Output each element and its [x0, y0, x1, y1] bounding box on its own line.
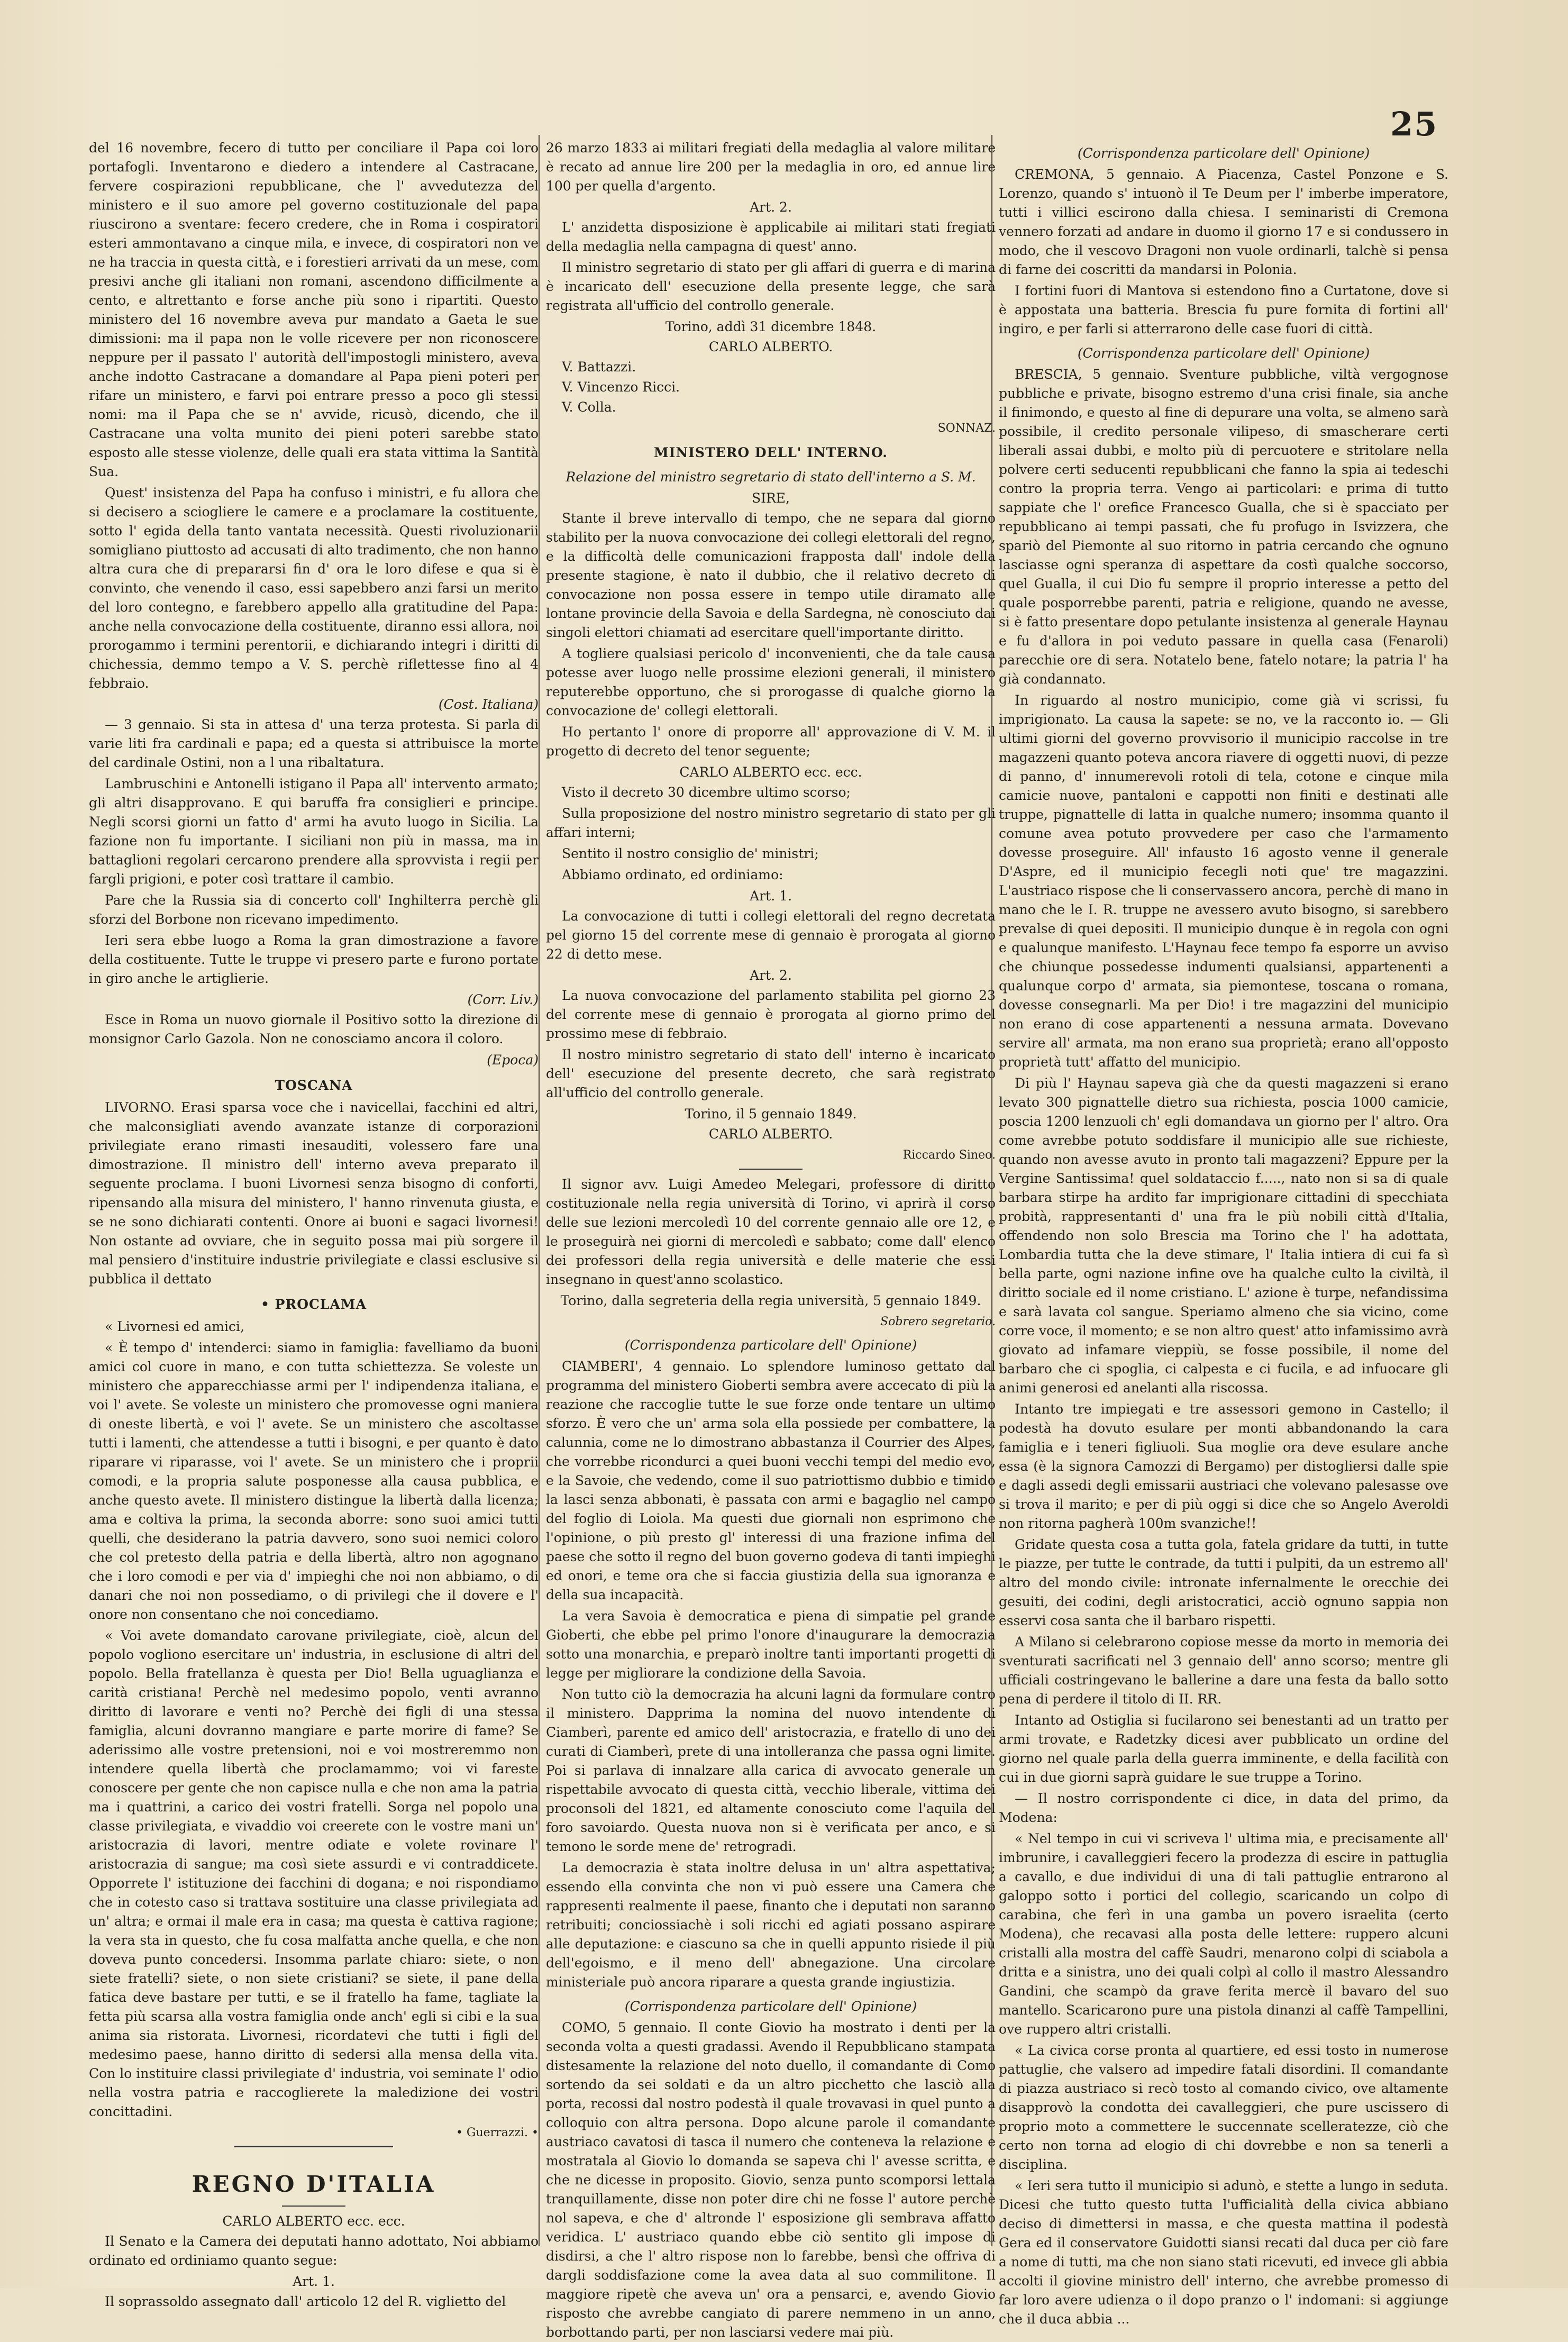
article-paragraph: In riguardo al nostro municipio, come già vi scrissi, fu imprigionato. La causa la sapete: se no, ve la racconto io. — Gli ultimi giorni del governo provvisorio il municipio raccolse in tre magazzeni quanto poteva ancora riavere di oggetti nuovi, di pezze di panno, d' innumerevoli rotoli di tela, cotone e cinque mila camicie nuove, pantaloni e cappotti non finiti e destinati alle truppe, pignattelle di latta in qualche numero; insomma quanto il comune avea potuto provvedere per caso che l'armamento dovesse proseguire. All' infausto 16 agosto venne il generale D'Aspre, ed il municipio fecegli noti que' tre magazzini. L'austriaco rispose che li conservassero ancora, perchè di mano in mano che le I. R. truppe ne avessero avuto bisogno, si sarebbero prevalse di quei depositi. Il municipio dunque è in regola con ogni e qualunque manifesto. L'Haynau fece tempo fa esporre un avviso che chiunque possedesse indumenti qualsiansi, appartenenti a qualunque corpo d' armata, sia piemontese, toscana o romana, dovesse consegnarli. Ma per Dio! i tre magazzini del municipio non erano di cose appartenenti a nessuna armata. Dovevano servire all' armata, ma non erano sua proprietà; erano all'opposto proprietà tutt' affatto del municipio. — [999, 692, 1448, 1070]
article-paragraph: A togliere qualsiasi pericolo d' inconvenienti, che da tale causa potesse aver luogo nelle prossime elezioni generali, il ministero reputerebbe opportuno, che si prorogasse di qualche giorno la convocazione de' collegi elettorali. — [546, 645, 996, 718]
salutation: SIRE, — [751, 490, 790, 506]
correspondence-label: (Corrispondenza particolare dell' Opinione) — [1077, 345, 1370, 361]
article-paragraph: Il signor avv. Luigi Amedeo Melegari, professore di diritto costituzionale nella regia università di Torino, vi aprirà il corso delle sue lezioni mercoledì 10 del corrente gennaio alle ore 12, e le proseguirà nei giorni di mercoledì e sabbato; come dall' elenco dei professori della regia università e delle materie che essi insegnano in quest'anno scolastico. — [546, 1177, 996, 1288]
article-paragraph: Ieri sera ebbe luogo a Roma la gran dimostrazione a favore della costituente. Tutte le truppe vi presero parte e furono portate in giro anche le artiglierie. — [89, 933, 539, 986]
article-paragraph: del 16 novembre, fecero di tutto per conciliare il Papa coi loro portafogli. Inventarono e diedero a intendere al Castracane, fervere cospirazioni repubblicane, che l' avvedutezza del ministero e il suo amore pel governo costituzionale del papa riuscirono a sventare: fecero credere, che in Roma i cospiratori esteri ammontavano a cinque mila, e invece, di cospiratori non ve ne ha traccia in questa città, e i forestieri arrivati da un mese, com presivi anche gli italiani non romani, ascendono difficilmente a cento, e altrettanto e forse anche più sono i ripartiti. Questo ministero del 16 novembre aveva pur mandato a Gaeta le sue dimissioni: ma il papa non le volle ricevere per non riconoscere neppure per il passato l' autorità dell'impostogli ministero, aveva anche indotto Castracane a domandare al Papa pieni poteri per rifare un ministero, e farvi poi entrare presso a poco gli stessi nomi: ma il Papa che se n' avvide, ricusò, dicendo, che il Castracane una volta munito dei pieni poteri sarebbe stato esposto alle stesse violenze, delle quali era stata vittima la Santità Sua. — [89, 140, 539, 479]
article-paragraph: « Livornesi ed amici, — [105, 1319, 244, 1334]
column-left — [89, 139, 539, 2310]
section-rule — [739, 1169, 803, 1170]
article-paragraph: Intanto ad Ostiglia si fucilarono sei benestanti ad un tratto per armi trovate, e Radetzky dicesi aver pubblicato un ordine del giorno nel quale parla della guerra imminente, e della facilità con cui in due giorni saprà guidare le sue truppe a Torino. — [999, 1712, 1448, 1785]
article-paragraph: « La civica corse pronta al quartiere, ed essi tosto in numerose pattuglie, che valsero ad impedire fatali disordini. Il comandante di piazza austriaco si recò tosto al comando civico, ove altamente disapprovò la condotta dei cavalleggieri, che pure uscissero di proprio moto a commettere le succennate scelleratezze, ciò che certo non torna ad elogio di chi dovrebbe e non sa tenerli a disciplina. — [999, 2043, 1448, 2172]
article-paragraph: Intanto tre impiegati e tre assessori gemono in Castello; il podestà ha dovuto esulare per monti abbandonando la cara famiglia e i teneri figliuoli. Sua moglie ora deve esulare anche essa (è la signora Camozzi di Bergamo) per distogliersi dalle spie e dagli assedi degli emissarii austriaci che volevano palesasse ove si trova il marito; e per di più oggi si dice che so Angelo Averoldi non ritorna pagherà 100m svanziche!! — [999, 1401, 1448, 1531]
article-paragraph: « Ieri sera tutto il municipio si adunò, e stette a lungo in seduta. Dicesi che tutto questo tutta l'ufficialità della civica abbiano deciso di dimettersi in massa, e che questa mattina il podestà Gera ed il conservatore Guidotti siansi recati dal duca per ciò fare a nome di tutti, ma che non siano stati ricevuti, ed invece gli abbia accolti il giovine ministro dell' interno, che avrebbe promesso di far loro avere udienza o il dopo pranzo o l' indomani: si aggiunge che il duca abbia ... — [999, 2178, 1448, 2327]
page-number: 25 — [1390, 105, 1438, 143]
countersign: V. Battazzi. — [562, 359, 636, 375]
article-paragraph: Di più l' Haynau sapeva già che da questi magazzeni si erano levato 300 pignattelle dietro sua richiesta, poscia 1000 camicie, poscia 1200 lenzuoli ch' egli domandava un giorno per l' altro. Ora come avrebbe potuto soddisfare il municipio alle sue richieste, quando non avesse avuto in pronto tali magazzeni? Eppure per la Vergine Santissima! quel soldataccio f....., nato non si sa di quale barbara stirpe ha ardito far imprigionare cittadini di specchiata probità, rappresentanti d' una fra le più nobili città d'Italia, offendendo non solo Brescia ma Torino che l' ha adottata, Lombardia tutta che la deve stimare, l' Italia intiera di cui fa sì bella parte, ogni nazione infine ove ha qualche culto la civiltà, il diritto sociale ed il nome cristiano. L' azione è turpe, nefandissima e sarà lavata col sangue. Speriamo almeno che sia vicino, come corre voce, il momento; e se non altro quest' atto infamissimo avrà giovato ad infamare vieppiù, se fosse possibile, il nome del barbaro che ci spoglia, ci calpesta e ci fucila, e ad infuocare gli animi generosi ed anelanti alla riscossa. — [999, 1076, 1448, 1396]
article-paragraph: Non tutto ciò la democrazia ha alcuni lagni da formulare contro il ministero. Dapprima la nomina del nuovo intendente di Ciamberì, parente ed amico dell' aristocrazia, e fratello di uno dei curati di Ciamberì, prete di una intolleranza che passa ogni limite. Poi si parlava di innalzare alla carica di avvocato generale un rispettabile avvocato di questa città, vecchio liberale, vittima dei proconsoli del 1821, ed altamente conosciuto come l'aquila del foro savoiardo. Questa nuova non si è verificata per anco, e si temono le sorde mene de' retrogradi. — [546, 1687, 996, 1855]
article-paragraph: — Il nostro corrispondente ci dice, in data del primo, da Modena: — [999, 1791, 1448, 1825]
article-paragraph: Il soprassoldo assegnato dall' articolo 12 del R. viglietto del — [105, 2294, 506, 2310]
section-heading-regno: REGNO D'ITALIA — [192, 2171, 436, 2197]
article-paragraph: LIVORNO. Erasi sparsa voce che i navicellai, facchini ed altri, che malconsigliati avendo avanzate istanze di corporazioni privilegiate erano rimasti inesauditi, volessero fare una dimostrazione. Il ministro dell' interno aveva preparato il seguente proclama. I buoni Livornesi senza bisogno di conforti, ripensando alla misura del ministero, l' hanno rinvenuta giusta, e se ne sono dichiarati contenti. Onore ai buoni e sagaci livornesi! Non ostante ad ovviare, che in seguito possa mai più sorgere il mal pensiero d'instituire industrie privilegiate e classi esclusive si pubblica il dettato — [89, 1100, 539, 1287]
section-rule — [282, 2206, 345, 2207]
article-paragraph: La democrazia è stata inoltre delusa in un' altra aspettativa; essendo ella convinta che non vi può essere una Camera che rappresenti realmente il paese, finanto che i deputati non saranno retribuiti; conciossiachè i soli ricchi ed agiati possano aspirare alle deputazione: e ciascuno sa che in quelli appunto risiede il più dell'egoismo, e il meno dell' abnegazione. Una circolare ministeriale può ancora riparare a questa grande ingiustizia. — [546, 1860, 996, 1990]
article-paragraph: CREMONA, 5 gennaio. A Piacenza, Castel Ponzone e S. Lorenzo, quando s' intuonò il Te Deum per l' imberbe imperatore, tutti i villici escirono dalla chiesa. I seminaristi di Cremona vennero forzati ad andare in duomo il giorno 17 e si condussero in modo, che il vescovo Dragoni non vuole ordinarli, talchè si pensa di farne dei coscritti da mandarsi in Polonia. — [999, 167, 1448, 277]
correspondence-label: (Corrispondenza particolare dell' Opinione) — [624, 1999, 917, 2015]
source-credit: (Cost. Italiana) — [438, 697, 539, 712]
decree-header: CARLO ALBERTO ecc. ecc. — [679, 764, 862, 780]
column-middle — [546, 139, 996, 2340]
article-paragraph: CIAMBERI', 4 gennaio. Lo splendore luminoso gettato dal programma del ministero Gioberti sembra avere accecato di più la reazione che raccoglie tutte le sue forze onde tentare un ultimo sforzo. È vero che un' arma sola ella possiede per combattere, la calunnia, come ne lo dimostrano abbastanza il Courrier des Alpes, che vorrebbe ricondurci a quei buoni vecchi tempi del medio evo, e la Savoie, che vedendo, come il suo patriottismo dubbio e timido la lasci senza abbonati, è passata con armi e bagaglio nel campo del foglio di Loiola. Ma questi due giornali non esprimono che l'opinione, o più presto gl' interessi di una frazione infima del paese che sotto il regno del buon governo godeva di tanti impieghi ed onori, e teme ora che si faccia giustizia della sua ignoranza e della sua incapacità. — [546, 1359, 996, 1603]
article-paragraph: Pare che la Russia sia di concerto coll' Inghilterra perchè gli sforzi del Borbone non ricevano impedimento. — [89, 892, 539, 927]
article-paragraph: Stante il breve intervallo di tempo, che ne separa dal giorno stabilito per la nuova convocazione dei collegi elettorali del regno, e la difficoltà delle comunicazioni frapposta dall' indole della presente stagione, è nato il dubbio, che il relativo decreto di convocazione non possa essere in tempo utile diramato alle lontane provincie della Savoia e della Sardegna, nè conosciuto dai singoli elettori chiamati ad esercitare quell'importante diritto. — [546, 510, 996, 640]
countersign: V. Vincenzo Ricci. — [562, 379, 680, 395]
article-paragraph: La convocazione di tutti i collegi elettorali del regno decretata pel giorno 15 del corrente mese di gennaio è prorogata al giorno 22 di detto mese. — [546, 908, 996, 962]
article-paragraph: Il Senato e la Camera dei deputati hanno adottato, Noi abbiamo ordinato ed ordiniamo quanto segue: — [89, 2234, 539, 2268]
signature: Riccardo Sineo. — [902, 1148, 996, 1162]
article-paragraph: Sentito il nostro consiglio de' ministri; — [562, 845, 819, 861]
article-paragraph: BRESCIA, 5 gennaio. Sventure pubbliche, viltà vergognose pubbliche e private, bisogno estremo d'una crisi finale, sia anche il finimondo, e questo al fine di depurare una volta, se almeno sarà possibile, il credito personale vilipeso, di smascherare certi liberali assai dubbi, e molto più di percuotere e stritolare nella polvere certi seducenti repubblicani che fanno la spia ai tedeschi contro la propria terra. Vengo ai particolari: e prima di tutto sappiate che l' orefice Francesco Gualla, che si è spacciato per repubblicano ai tempi passati, che fu profugo in Isvizzera, che spariò del Piemonte al suo ritorno in patria cercando che ognuno lasciasse ogni speranza di aspettare da costì qualche soccorso, quel Gualla, il cui Dio fu sempre il proprio interesse a petto del quale posporrebbe parenti, patria e religione, quando ne avesse, si è fatto presentare dopo petulante insistenza al generale Haynau e fu d'allora in poi veduto passare in quella casa (Fenaroli) parecchie ore di sera. Notatelo bene, fatelo notare; la patria l' ha già condannato. — [999, 367, 1448, 687]
countersign: V. Colla. — [562, 399, 616, 415]
article-paragraph: Gridate questa cosa a tutta gola, fatela gridare da tutti, in tutte le piazze, per tutte le contrade, da tutti i pulpiti, da un estremo all' altro del mondo civile: intronate infernalmente le orecchie dei gesuiti, dei codini, degli aristocratici, acciò ognuno sappia non esservi cosa santa che il barbaro rispetti. — [999, 1537, 1448, 1628]
column-divider — [539, 135, 540, 2246]
article-paragraph: « Nel tempo in cui vi scriveva l' ultima mia, e precisamente all' imbrunire, i cavalleggieri fecero la prodezza di escire in pattuglia a cavallo, e due individui di una di tali pattuglie entrarono al galoppo sotto i portici del collegio, scaricando un colpo di carabina, che ferì in una gamba un povero israelita (certo Modena), che recavasi alla posta delle lettere: ruppero alcuni cristalli alla mostra del caffè Saudri, menarono colpi di sciabola a dritta e a sinistra, uno dei quali colpì al collo il mastro Alessandro Gandini, che scampò da grave ferita mercè il bavaro del suo mantello. Scaricarono pure una pistola dinanzi al caffè Tampellini, ove ruppero altri cristalli. — [999, 1831, 1448, 2037]
signature: SONNAZ. — [937, 422, 996, 435]
decree-signature: CARLO ALBERTO. — [708, 339, 833, 354]
article-paragraph: COMO, 5 gennaio. Il conte Giovio ha mostrato i denti per la seconda volta a questi gradassi. Avendo il Repubblicano stampata distesamente la relazione del noto duello, il comandante di Como sortendo da sei soldati e da un altro picchetto che lasciò alla porta, recossi dal nostro podestà il quale trovavasi in quel punto a colloquio con altra persona. Dopo alcune parole il comandante austriaco cavatosi di tasca il numero che conteneva la relazione e mostratala al Giovio lo domanda se sapeva chi l' avesse scritta, e che ne dicesse in proposito. Giovio, senza punto scomporsi lettala tranquillamente, disse non poter dire chi ne fosse l' autore perchè nol sapeva, e che d' altronde l' esposizione gli sembrava affatto veridica. L' austriaco quando ebbe ciò sentito gli impose di disdirsi, a che l' altro rispose non lo farebbe, bensì che offriva di dargli soddisfazione come la avea data al suo commilitone. Il maggiore ripetè che aveva un' ora a pensarci, e, avendo Giovio risposto che avrebbe cangiato di parere nemmeno in un anno, borbottando parti, per non lasciarsi vedere mai più. — [546, 2020, 996, 2340]
article-number: Art. 2. — [750, 199, 792, 215]
article-paragraph: I fortini fuori di Mantova si estendono fino a Curtatone, dove si è appostata una batteria. Brescia fu pure fornita di fortini all' ingiro, e per farli si atterrarono delle case fuori di città. — [999, 283, 1448, 336]
article-paragraph: Quest' insistenza del Papa ha confuso i ministri, e fu allora che si decisero a sciogliere le camere e a proclamare la costituente, sotto l' egida della tanto vantata necessità. Questi rivoluzionarii somigliano piuttosto ad accusati di alto tradimento, che non hanno altra cura che di prepararsi fin d' ora le loro difese e qua si è convinto, che venendo il caso, essi sapebbero anzi farsi un merito del loro contegno, e farebbero appello alla gratitudine del Papa: anche nella convocazione della costituente, diranno essi allora, noi prorogammo i termini perentorii, e dichiarando integri i diritti di chichessia, demmo tempo a V. S. perchè riflettesse fino al 4 febbraio. — [89, 485, 539, 691]
article-paragraph: Il ministro segretario di stato per gli affari di guerra e di marina è incaricato dell' esecuzione della presente legge, che sarà registrata all'ufficio del controllo generale. — [546, 260, 996, 313]
article-paragraph: La vera Savoia è democratica e piena di simpatie pel grande Gioberti, che ebbe pel primo l'onore d'inaugurare la democrazia sotto una monarchia, e preparò inoltre tanti importanti progetti di legge per migliorare la condizione della Savoia. — [546, 1608, 996, 1681]
signature: Sobrero segretario. — [880, 1315, 996, 1329]
article-paragraph: L' anzidetta disposizione è applicabile ai militari stati fregiati della medaglia nella campagna di quest' anno. — [546, 220, 996, 254]
decree-header: CARLO ALBERTO ecc. ecc. — [222, 2213, 405, 2229]
article-paragraph: La nuova convocazione del parlamento stabilita pel giorno 23 del corrente mese di gennaio è prorogata al giorno primo del prossimo mese di febbraio. — [546, 987, 996, 1041]
article-paragraph: A Milano si celebrarono copiose messe da morto in memoria dei sventurati sacrificati nel 3 gennaio dell' anno scorso; mentre gli ufficiali costringevano le ballerine a dare una festa da ballo sotto pena di perdere il titolo di II. RR. — [999, 1634, 1448, 1707]
article-paragraph: Ho pertanto l' onore di proporre all' approvazione di V. M. il progetto di decreto del tenor seguente; — [546, 724, 996, 759]
article-number: Art. 1. — [750, 888, 792, 904]
article-paragraph: Abbiamo ordinato, ed ordiniamo: — [562, 867, 783, 882]
article-paragraph: « Voi avete domandato carovane privilegiate, cioè, alcun del popolo vogliono esercitare un' industria, in esclusione di altri del popolo. Bella fratellanza è questa per Dio! Bella uguaglianza e carità cristiana! Perchè nel medesimo popolo, venti avranno diritto di lavorare e venti no? Perchè dei figli di una stessa famiglia, alcuni dovranno mangiare e parte morire di fame? Se aderissimo alle vostre pretensioni, noi e voi mostreremmo non intendere quella libertà che proclamammo; voi vi fareste conoscere per gente che non capisce nulla e che non ama la patria ma i quattrini, a carico dei vostri fratelli. Sorga nel popolo una classe privilegiata, e vivaddio voi creerete con le vostre mani un' aristocrazia di lavori, mentre odiate e volete rovinare l' aristocrazia di sangue; ma così siete assurdi e vi contraddicete. Opporrete l' istituzione dei facchini di dogana; e noi rispondiamo che in cotesto caso si trattava sostituire una classe privilegiata ad un' altra; e ormai il male era in casa; ma questa è cattiva ragione; la vera sta in questo, che fu cosa malfatta anche quella, e che non doveva punto concedersi. Insomma parlate chiaro: siete, o non siete fratelli? siete, o non siete cristiani? se siete, il pane della fatica deve bastare per tutti, e se il fratello ha fame, tagliate la fetta più scarsa alla vostra famiglia onde anch' egli si cibi e la sua anima sia ristorata. Livornesi, ricordatevi che tutti i figli del medesimo paese, hanno diritto di sedersi alla mensa della vita. Con lo instituire classi privilegiate d' industria, voi seminate l' odio nella vostra patria e raccoglierete la maledizione dei vostri concittadini. — [89, 1628, 539, 2119]
column-right — [999, 139, 1448, 2327]
correspondence-label: (Corrispondenza particolare dell' Opinione) — [1077, 145, 1370, 161]
article-paragraph: Lambruschini e Antonelli istigano il Papa all' intervento armato; gli altri disapprovano. E qui baruffa fra consiglieri e principe. Negli scorsi giorni un fatto d' armi ha avuto luogo in Sicilia. La fazione non fu importante. I siciliani non più in massa, ma in battaglioni regolari cercarono prendere alla sprovvista i regii per fargli prigioni, e poter così trattare il cambio. — [89, 776, 539, 887]
article-paragraph: Esce in Roma un nuovo giornale il Positivo sotto la direzione di monsignor Carlo Gazola. Non ne conosciamo ancora il coloro. — [89, 1012, 539, 1046]
decree-date: Torino, il 5 gennaio 1849. — [685, 1106, 857, 1122]
relazione-title: Relazione del ministro segretario di stato dell'interno a S. M. — [566, 469, 976, 485]
article-paragraph: — 3 gennaio. Si sta in attesa d' una terza protesta. Si parla di varie liti fra cardinali e papa; ed a questa si attribuisce la morte del cardinale Ostini, non a l una ribaltatura. — [89, 717, 539, 770]
proclama-heading: • PROCLAMA — [261, 1297, 367, 1312]
article-number: Art. 2. — [750, 967, 792, 983]
section-heading-toscana: TOSCANA — [275, 1078, 353, 1093]
source-credit: (Corr. Liv.) — [467, 992, 539, 1007]
article-paragraph: Sulla proposizione del nostro ministro segretario di stato per gli affari interni; — [546, 805, 996, 840]
source-credit: (Epoca) — [487, 1052, 539, 1068]
decree-signature: CARLO ALBERTO. — [708, 1126, 833, 1142]
article-paragraph: Visto il decreto 30 dicembre ultimo scorso; — [562, 784, 851, 800]
decree-date: Torino, addì 31 dicembre 1848. — [665, 319, 877, 334]
article-paragraph: 26 marzo 1833 ai militari fregiati della medaglia al valore militare è recato ad annue lire 200 per la medaglia in oro, ed annue lire 100 per quella d'argento. — [546, 140, 996, 194]
article-paragraph: « È tempo d' intenderci: siamo in famiglia: favelliamo da buoni amici col cuore in mano, e con tutta schiettezza. Se voleste un ministero che apparecchiasse armi per l' indipendenza italiana, e voi l' avete. Se voleste un ministero che promovesse ogni maniera di oneste libertà, e voi l' avete. Se un ministero che ascoltasse tutti i lamenti, che attendesse a tutti i bisogni, e per quanto è dato riparare vi riparasse, voi l' avete. Se un ministero che i proprii comodi, e la propria salute posponesse alla causa pubblica, e anche questo avete. Il ministero distingue la libertà dalla licenza; ama e coltiva la prima, la seconda aborre: sono suoi amici tutti quelli, che desiderano la patria davvero, sono suoi nemici coloro che col pretesto della patria e della libertà, altro non agognano che i loro comodi e per via d' impieghi che noi non abbiamo, o di danari che noi non possediamo, o di privilegi che il dovere e l' onore non consentano che noi concediamo. — [89, 1340, 539, 1622]
correspondence-label: (Corrispondenza particolare dell' Opinione) — [624, 1337, 917, 1353]
article-number: Art. 1. — [293, 2274, 335, 2290]
notice-date: Torino, dalla segreteria della regia università, 5 gennaio 1849. — [560, 1293, 981, 1309]
signature: • Guerrazzi. • — [455, 2126, 539, 2139]
article-paragraph: Il nostro ministro segretario di stato dell' interno è incaricato dell' esecuzione del presente decreto, che sarà registrato all'ufficio del controllo generale. — [546, 1046, 996, 1100]
section-heading-ministero: MINISTERO DELL' INTERNO. — [654, 444, 888, 460]
section-rule — [234, 2146, 393, 2147]
